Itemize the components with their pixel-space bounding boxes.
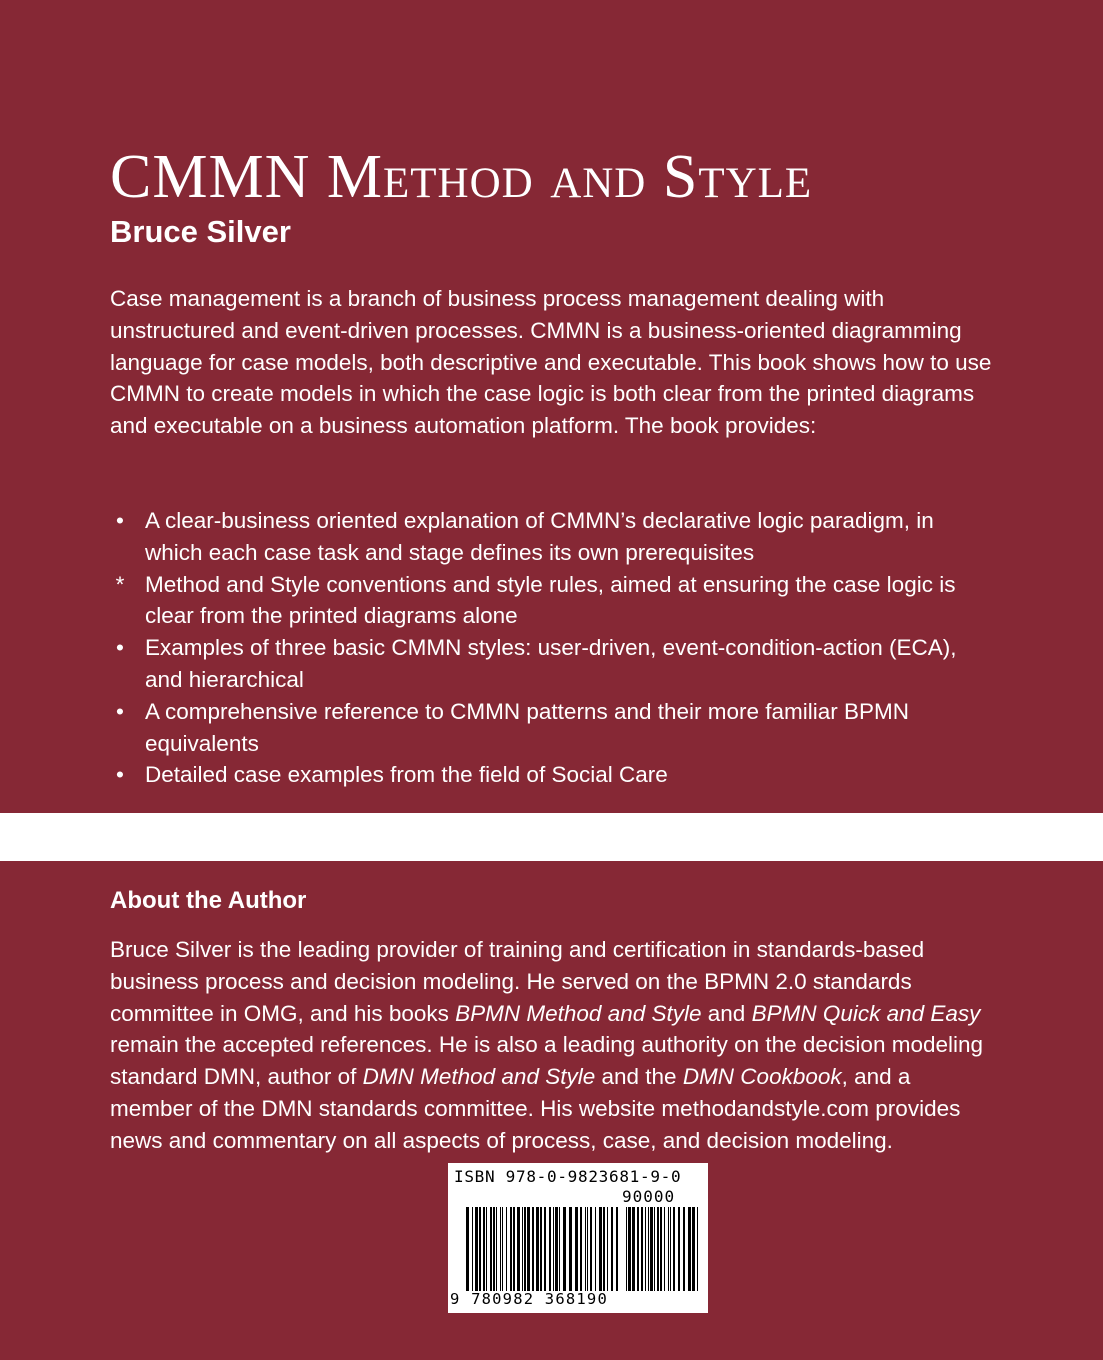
barcode-bar <box>544 1207 546 1291</box>
author-bio <box>110 934 995 1157</box>
barcode-bar <box>475 1207 478 1291</box>
feature-text: Examples of three basic CMMN styles: user-driven, event-condition-action (ECA), and hierarchical <box>145 635 957 692</box>
barcode-bar <box>590 1207 592 1291</box>
barcode-bar <box>587 1207 588 1291</box>
barcode-bar <box>603 1207 605 1291</box>
barcode-bar <box>641 1207 643 1291</box>
barcode-bar <box>637 1207 639 1291</box>
feature-text: A clear-business oriented explanation of CMMN’s declarative logic paradigm, in which each case task and stage defines its own prerequisites <box>145 508 934 565</box>
bio-text: and <box>701 1000 752 1026</box>
ean-digits: 9 780982 368190 <box>450 1290 608 1308</box>
feature-text: Method and Style conventions and style rules, aimed at ensuring the case logic is clear from the printed diagrams alone <box>145 571 956 629</box>
barcode-bar <box>510 1207 512 1291</box>
barcode-bar <box>559 1207 560 1291</box>
barcode-bar <box>660 1207 662 1291</box>
barcode-bar <box>472 1207 473 1291</box>
barcode-bar <box>513 1207 515 1291</box>
price-code: 90000 <box>622 1187 676 1206</box>
feature-item <box>110 696 995 760</box>
barcode-bar <box>569 1207 572 1291</box>
barcode-bar <box>611 1207 613 1291</box>
feature-item <box>110 569 995 633</box>
about-author-heading: About the Author <box>110 887 307 914</box>
bio-book-title: BPMN Quick and Easy <box>751 1000 981 1026</box>
barcode-bar <box>506 1207 507 1291</box>
feature-item <box>110 759 995 791</box>
feature-item <box>110 632 995 696</box>
feature-text: Detailed case examples from the field of Social Care <box>145 762 668 788</box>
barcode-bar <box>527 1207 530 1291</box>
feature-item <box>110 505 995 569</box>
barcode-bar <box>522 1207 523 1291</box>
barcode-bar <box>668 1207 669 1291</box>
bullet-marker: • <box>116 635 124 661</box>
bullet-marker: * <box>115 571 125 597</box>
barcode-bar <box>595 1207 596 1291</box>
barcode-bar <box>607 1207 608 1291</box>
barcode-bar <box>524 1207 526 1291</box>
barcode-bar <box>479 1207 481 1291</box>
barcode-bar <box>532 1207 534 1291</box>
divider-band <box>0 813 1103 861</box>
barcode-addon-bars <box>626 1207 698 1291</box>
author-name: Bruce Silver <box>110 214 291 249</box>
barcode-bar <box>626 1207 627 1291</box>
isbn-barcode <box>448 1163 708 1313</box>
barcode-bar <box>692 1207 695 1291</box>
barcode-bar <box>486 1207 487 1291</box>
feature-text: A comprehensive reference to CMMN patterns and their more familiar BPMN equivalents <box>145 698 910 756</box>
bio-book-title: DMN Cookbook <box>682 1064 842 1090</box>
bio-book-title: BPMN Method and Style <box>455 1000 702 1026</box>
barcode-bar <box>670 1207 671 1291</box>
barcode-bar <box>599 1207 602 1291</box>
barcode-bar <box>645 1207 646 1291</box>
barcode-bar <box>632 1207 635 1291</box>
barcode-bar <box>650 1207 653 1291</box>
barcode-bar <box>585 1207 586 1291</box>
barcode-bar <box>575 1207 578 1291</box>
bio-text: remain the accepted references. He is also a leading authority on the decision modeling standard DMN, author of <box>110 1032 984 1090</box>
barcode-addon-graphic <box>626 1207 698 1291</box>
barcode-bar <box>466 1207 469 1291</box>
bullet-marker: • <box>116 508 124 533</box>
barcode-bar <box>549 1207 551 1291</box>
barcode-bar <box>657 1207 659 1291</box>
barcode-bar <box>683 1207 685 1291</box>
barcode-bar <box>496 1207 497 1291</box>
barcode-bar <box>648 1207 649 1291</box>
barcode-bars <box>466 1207 618 1291</box>
feature-list <box>110 505 995 791</box>
bio-text: and the <box>595 1064 683 1090</box>
barcode-bar <box>517 1207 520 1291</box>
barcode-bar <box>500 1207 501 1291</box>
barcode-bar <box>493 1207 495 1291</box>
bio-text: Bruce Silver is the leading provider of training and certification in standards-based business process and decision modeling. He served on the BPMN 2.0 standards committee in OMG, and his books <box>110 937 925 1026</box>
barcode-bar <box>502 1207 503 1291</box>
barcode-bar <box>483 1207 485 1291</box>
bullet-marker: • <box>116 762 124 788</box>
isbn-label: ISBN 978-0-9823681-9-0 <box>454 1167 682 1186</box>
barcode-bar <box>616 1207 618 1291</box>
barcode-bar <box>654 1207 655 1291</box>
barcode-bar <box>697 1207 698 1291</box>
barcode-bar <box>540 1207 542 1291</box>
description-intro: Case management is a branch of business process management dealing with unstructured and event-driven processes. CMMN is a business-oriented diagramming language for case models, both descriptive and executable. This book shows how to use CMMN to create models in which the case logic is both clear from the printed diagrams and executable on a business automation platform. The book provides: <box>110 286 992 439</box>
bio-book-title: DMN Method and Style <box>362 1064 596 1090</box>
bio-text: , and a member of the DMN standards committee. His website methodandstyle.com provides news and commentary on all aspects of process, case, and decision modeling. <box>110 1064 961 1153</box>
barcode-bar <box>673 1207 675 1291</box>
barcode-bar <box>563 1207 566 1291</box>
barcode-bar <box>580 1207 582 1291</box>
bullet-marker: • <box>116 698 124 724</box>
barcode-bar <box>536 1207 539 1291</box>
barcode-bar <box>628 1207 631 1291</box>
barcode-bar <box>555 1207 558 1291</box>
barcode-bars-graphic <box>466 1207 618 1291</box>
barcode-bar <box>553 1207 554 1291</box>
barcode-bar <box>490 1207 492 1291</box>
book-title: CMMN Method and Style <box>110 143 813 211</box>
barcode-bar <box>688 1207 691 1291</box>
barcode-bar <box>678 1207 680 1291</box>
barcode-bar <box>664 1207 665 1291</box>
